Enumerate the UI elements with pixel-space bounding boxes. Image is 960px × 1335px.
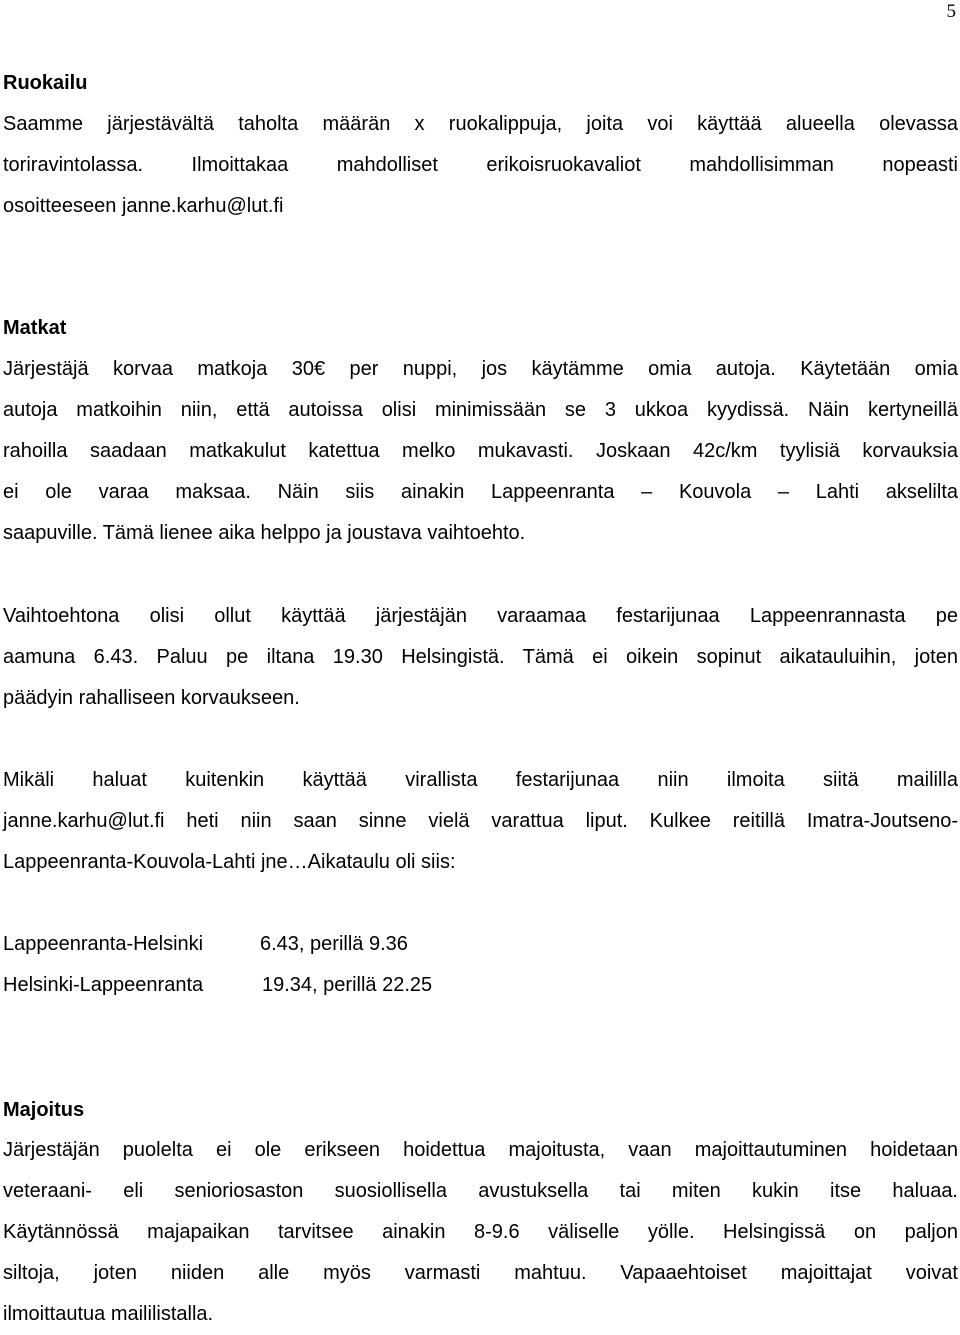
section-ruokailu [3,70,958,96]
text-line: saapuville. Tämä lienee aika helppo ja joustava vaihtoehto. [3,522,526,544]
train-schedule [3,924,958,1006]
text-line: rahoilla saadaan matkakulut katettua melko mukavasti. Joskaan 42c/km tyylisiä korvauksia [3,440,958,462]
text-line: Järjestäjä korvaa matkoja 30€ per nuppi, jos käytämme omia autoja. Käytetään omia [3,358,958,380]
text-line: veteraani- eli senioriosaston suosiollisella avustuksella tai miten kukin itse haluaa. [3,1180,958,1202]
text-line: ei ole varaa maksaa. Näin siis ainakin Lappeenranta – Kouvola – Lahti akselilta [3,481,958,503]
schedule-row [3,924,958,965]
text-line: toriravintolassa. Ilmoittakaa mahdolliset erikoisruokavaliot mahdollisimman nopeasti [3,154,958,176]
text-line: Vaihtoehtona olisi ollut käyttää järjestäjän varaamaa festarijunaa Lappeenrannasta pe [3,605,958,627]
text-line: ilmoittautua maililistalla. [3,1303,214,1325]
text-line: osoitteeseen janne.karhu@lut.fi [3,195,284,217]
heading-matkat: Matkat [3,317,67,339]
schedule-time: 19.34, perillä 22.25 [262,974,433,996]
text-line: Lappeenranta-Kouvola-Lahti jne…Aikataulu oli siis: [3,851,456,873]
page-number: 5 [946,1,956,22]
paragraph-ruokailu [3,104,958,227]
paragraph-majoitus [3,1130,958,1335]
text-line: Järjestäjän puolelta ei ole erikseen hoidettua majoitusta, vaan majoittautuminen hoidetaan [3,1139,958,1161]
schedule-time: 6.43, perillä 9.36 [260,933,408,955]
paragraph-matkat-1 [3,349,958,554]
paragraph-matkat-2 [3,596,958,719]
heading-ruokailu: Ruokailu [3,72,88,94]
heading-majoitus: Majoitus [3,1099,85,1121]
text-line: Käytännössä majapaikan tarvitsee ainakin 8-9.6 väliselle yölle. Helsingissä on paljon [3,1221,958,1243]
schedule-row [3,965,958,1006]
text-line: janne.karhu@lut.fi heti niin saan sinne vielä varattua liput. Kulkee reitillä Imatra-Joutseno- [3,810,958,832]
paragraph-matkat-3 [3,760,958,883]
section-majoitus [3,1097,958,1123]
section-matkat [3,315,958,341]
text-line: aamuna 6.43. Paluu pe iltana 19.30 Helsingistä. Tämä ei oikein sopinut aikatauluihin, joten [3,646,958,668]
text-line: autoja matkoihin niin, että autoissa olisi minimissään se 3 ukkoa kyydissä. Näin kertyneillä [3,399,958,421]
text-line: siltoja, joten niiden alle myös varmasti mahtuu. Vapaaehtoiset majoittajat voivat [3,1262,958,1284]
text-line: Mikäli haluat kuitenkin käyttää virallista festarijunaa niin ilmoita siitä maililla [3,769,958,791]
schedule-route: Lappeenranta-Helsinki [3,933,204,955]
text-line: päädyin rahalliseen korvaukseen. [3,687,300,709]
text-line: Saamme järjestävältä taholta määrän x ruokalippuja, joita voi käyttää alueella olevassa [3,113,958,135]
schedule-route: Helsinki-Lappeenranta [3,974,204,996]
